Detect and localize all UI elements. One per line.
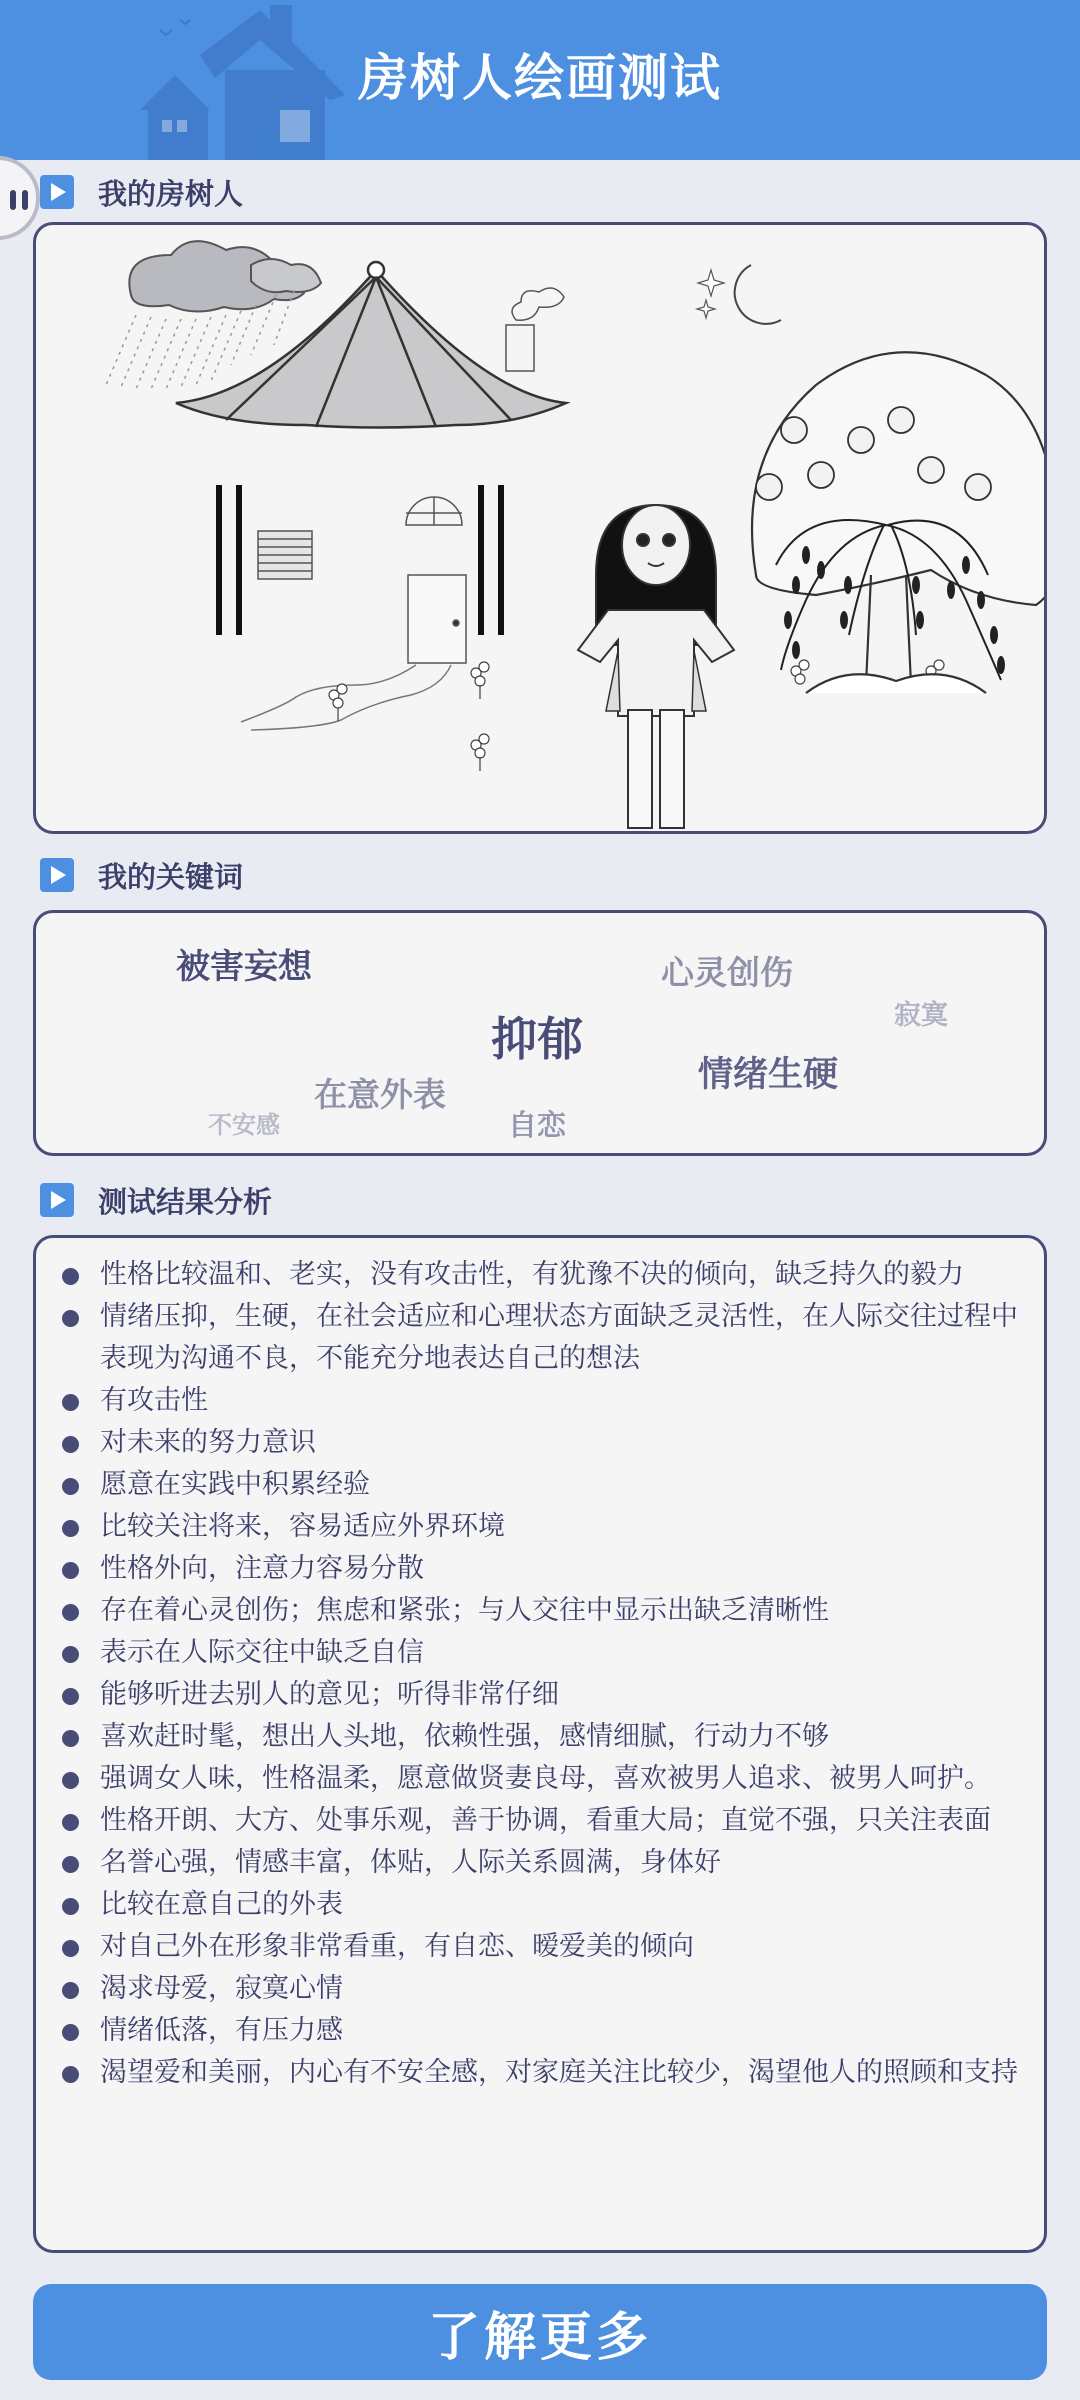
keyword-tag: 自恋	[508, 1108, 567, 1142]
list-item: 强调女人味，性格温柔，愿意做贤妻良母，喜欢被男人追求、被男人呵护。	[62, 1758, 1024, 1800]
list-item: 愿意在实践中积累经验	[62, 1464, 1024, 1506]
play-icon	[40, 175, 74, 209]
list-item: 有攻击性	[62, 1380, 1024, 1422]
section-header-keywords	[40, 855, 243, 895]
learn-more-button[interactable]: 了解更多	[33, 2284, 1047, 2380]
section-header-analysis	[40, 1180, 272, 1220]
list-item: 性格比较温和、老实，没有攻击性，有犹豫不决的倾向，缺乏持久的毅力	[62, 1254, 1024, 1296]
keyword-tag: 寂寞	[894, 1000, 948, 1031]
tree-icon	[752, 352, 1044, 693]
list-item: 性格开朗、大方、处事乐观，善于协调，看重大局；直觉不强，只关注表面	[62, 1800, 1024, 1842]
list-item: 喜欢赶时髦，想出人头地，依赖性强，感情细腻，行动力不够	[62, 1716, 1024, 1758]
section-header-drawing	[40, 172, 243, 212]
analysis-list	[36, 1238, 1044, 2094]
list-item: 情绪低落，有压力感	[62, 2010, 1024, 2052]
page-title: 房树人绘画测试	[358, 49, 722, 107]
keyword-tag: 不安感	[208, 1111, 280, 1139]
section-title: 我的房树人	[98, 176, 244, 211]
list-item: 名誉心强，情感丰富，体贴，人际关系圆满，身体好	[62, 1842, 1024, 1884]
pause-icon	[10, 190, 16, 210]
list-item: 比较关注将来，容易适应外界环境	[62, 1506, 1024, 1548]
keyword-tag: 抑郁	[491, 1012, 583, 1066]
moon-icon	[697, 265, 781, 324]
section-title: 测试结果分析	[98, 1184, 273, 1219]
pause-icon	[22, 190, 28, 210]
list-item: 表示在人际交往中缺乏自信	[62, 1632, 1024, 1674]
list-item: 对自己外在形象非常看重，有自恋、暧爱美的倾向	[62, 1926, 1024, 1968]
list-item: 渴望爱和美丽，内心有不安全感，对家庭关注比较少，渴望他人的照顾和支持	[62, 2052, 1024, 2094]
list-item: 情绪压抑，生硬，在社会适应和心理状态方面缺乏灵活性，在人际交往过程中表现为沟通不良，不能充分地表达自己的想法	[62, 1296, 1024, 1380]
analysis-card	[33, 1235, 1047, 2253]
floating-pause-button[interactable]	[0, 156, 40, 240]
play-icon	[40, 858, 74, 892]
door-icon	[408, 575, 466, 663]
play-icon	[40, 1183, 74, 1217]
list-item: 存在着心灵创伤；焦虑和紧张；与人交往中显示出缺乏清晰性	[62, 1590, 1024, 1632]
person-figure	[578, 505, 734, 828]
keywords-card	[33, 910, 1047, 1156]
header-bar	[0, 0, 1080, 160]
keyword-tag: 被害妄想	[176, 947, 312, 987]
house-tree-person-drawing	[36, 225, 1044, 831]
keyword-tag: 情绪生硬	[698, 1055, 839, 1095]
list-item: 渴求母爱，寂寞心情	[62, 1968, 1024, 2010]
keyword-tag: 在意外表	[314, 1075, 446, 1114]
keyword-tag: 心灵创伤	[661, 953, 793, 992]
list-item: 对未来的努力意识	[62, 1422, 1024, 1464]
list-item: 性格外向，注意力容易分散	[62, 1548, 1024, 1590]
section-title: 我的关键词	[98, 859, 244, 894]
drawing-card	[33, 222, 1047, 834]
list-item: 比较在意自己的外表	[62, 1884, 1024, 1926]
list-item: 能够听进去别人的意见；听得非常仔细	[62, 1674, 1024, 1716]
